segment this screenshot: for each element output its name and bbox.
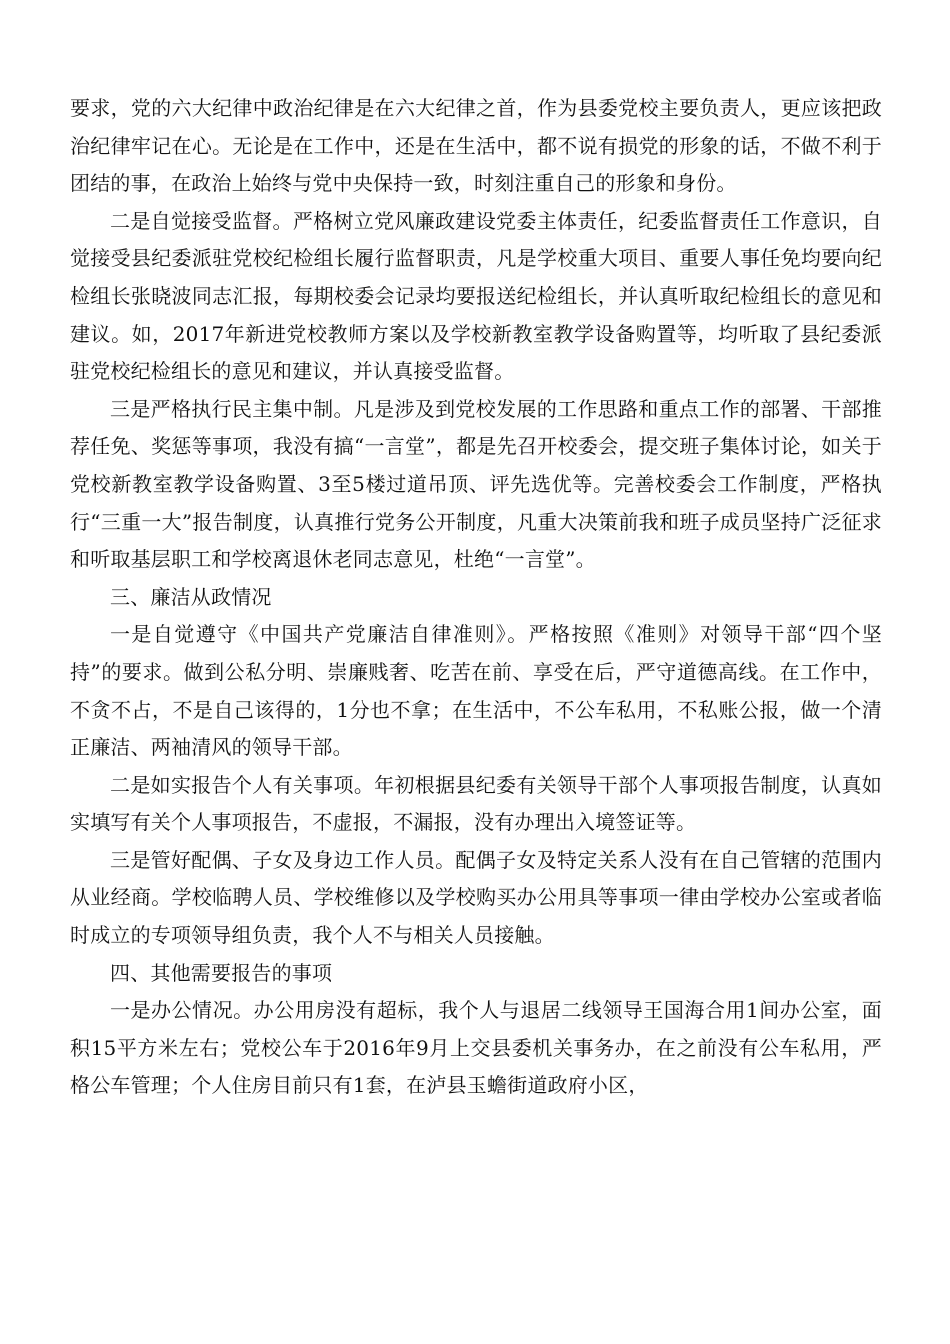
section-heading-other-matters: 四、其他需要报告的事项 xyxy=(110,960,333,985)
paragraph-self-discipline: 一是自觉遵守《中国共产党廉洁自律准则》。严格按照《准则》对领导干部“四个坚持”的要求。做到公私分明、崇廉贱奢、吃苦在前、享受在后，严守道德高线。在工作中，不贪不占，不是自己该得的，1分也不拿；在生活中，不公车私用，不私账公报，做一个清正廉洁、两袖清风的领导干部。 xyxy=(70,622,882,760)
paragraph-office-situation: 一是办公情况。办公用房没有超标，我个人与退居二线领导王国海合用1间办公室，面积15平方米左右；党校公车于2016年9月上交县委机关事务办，在之前没有公车私用，严格公车管理；个人住房目前只有1套，在泸县玉蟾街道政府小区， xyxy=(70,998,882,1098)
paragraph-continued: 要求，党的六大纪律中政治纪律是在六大纪律之首，作为县委党校主要负责人，更应该把政治纪律牢记在心。无论是在工作中，还是在生活中，都不说有损党的形象的话，不做不利于团结的事，在政治上始终与党中央保持一致，时刻注重自己的形象和身份。 xyxy=(70,96,882,196)
paragraph-democratic-centralism: 三是严格执行民主集中制。凡是涉及到党校发展的工作思路和重点工作的部署、干部推荐任免、奖惩等事项，我没有搞“一言堂”，都是先召开校委会，提交班子集体讨论，如关于党校新教室教学设备购置、3至5楼过道吊顶、评先选优等。完善校委会工作制度，严格执行“三重一大”报告制度，认真推行党务公开制度，凡重大决策前我和班子成员坚持广泛征求和听取基层职工和学校离退休老同志意见，杜绝“一言堂”。 xyxy=(70,396,882,572)
paragraph-family-management: 三是管好配偶、子女及身边工作人员。配偶子女及特定关系人没有在自己管辖的范围内从业经商。学校临聘人员、学校维修以及学校购买办公用具等事项一律由学校办公室或者临时成立的专项领导组负责，我个人不与相关人员接触。 xyxy=(70,847,882,948)
section-heading-integrity: 三、廉洁从政情况 xyxy=(110,584,272,609)
paragraph-supervision: 二是自觉接受监督。严格树立党风廉政建设党委主体责任，纪委监督责任工作意识，自觉接受县纪委派驻党校纪检组长履行监督职责，凡是学校重大项目、重要人事任免均要向纪检组长张晓波同志汇报，每期校委会记录均要报送纪检组长，并认真听取纪检组长的意见和建议。如，2017年新进党校教师方案以及学校新教室教学设备购置等，均听取了县纪委派驻党校纪检组长的意见和建议，并认真接受监督。 xyxy=(70,208,882,384)
paragraph-personal-report: 二是如实报告个人有关事项。年初根据县纪委有关领导干部个人事项报告制度，认真如实填写有关个人事项报告，不虚报，不漏报，没有办理出入境签证等。 xyxy=(70,772,882,835)
document-body xyxy=(70,90,882,1105)
